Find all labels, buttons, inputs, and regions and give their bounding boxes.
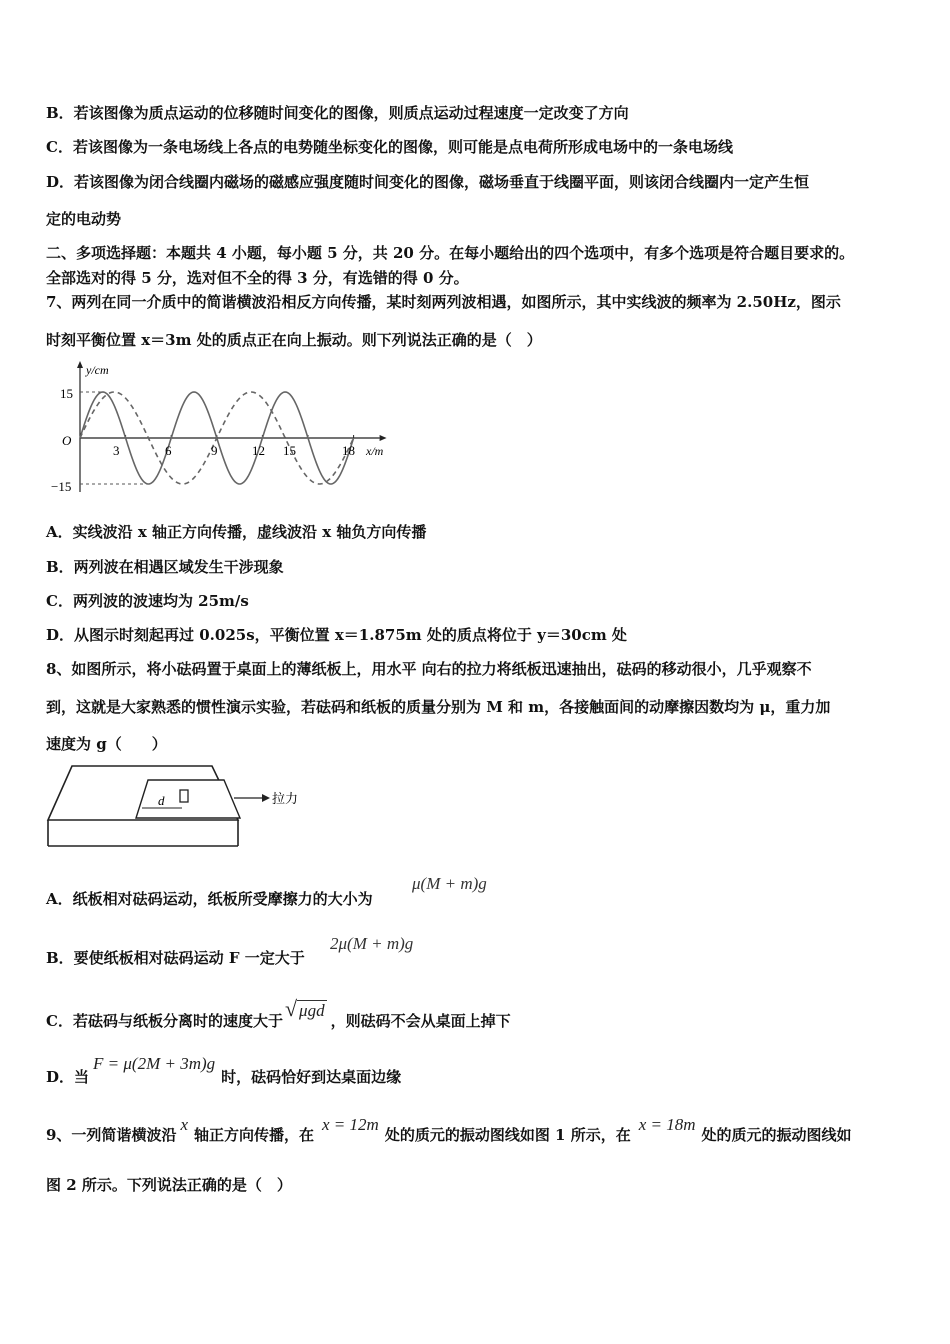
origin-label: O [62, 433, 72, 448]
x-tick-6: 6 [165, 443, 172, 458]
q6-option-b: B．若该图像为质点运动的位移随时间变化的图像，则质点运动过程速度一定改变了方向 [46, 104, 629, 122]
q8-stem-line1: 8、如图所示，将小砝码置于桌面上的薄纸板上，用水平 向右的拉力将纸板迅速抽出，砝码的移动很小，几乎观察不 [46, 660, 812, 678]
pull-arrow-head [262, 794, 270, 802]
wave-plot [77, 361, 387, 492]
section-header-line2: 全部选对的得 5 分，选对但不全的得 3 分，有选错的得 0 分。 [46, 269, 469, 287]
q8-option-a-formula: μ(M + m)g [412, 874, 487, 893]
q8-option-d-formula: F = μ(2M + 3m)g [93, 1054, 216, 1073]
q8-stem-line3: 速度为 g（ ） [46, 735, 167, 753]
inertia-figure [40, 760, 320, 852]
label-d: d [158, 793, 165, 808]
wave-figure [40, 358, 400, 498]
x-tick-12: 12 [252, 443, 265, 458]
sqrt-expression: √ μgd [284, 996, 325, 1021]
x-tick-9: 9 [211, 443, 218, 458]
y-axis-arrow [77, 361, 83, 368]
q7-option-d: D．从图示时刻起再过 0.025s，平衡位置 x＝1.875m 处的质点将位于 y＝30cm 处 [46, 626, 627, 644]
q7-stem-line1: 7、两列在同一介质中的简谐横波沿相反方向传播，某时刻两列波相遇，如图所示，其中实线波的频率为 2.50Hz，图示 [46, 293, 841, 311]
q8-option-b: B．要使纸板相对砝码运动 F 一定大于 [46, 949, 305, 967]
q9-stem-line1: 9、一列简谐横波沿x轴正方向传播，在x = 12m处的质元的振动图线如图 1 所示，在x = 18m处的质元的振动图线如 [46, 1115, 852, 1144]
y-tick-15: 15 [60, 386, 73, 401]
q8-option-a: A．纸板相对砝码运动，纸板所受摩擦力的大小为 [46, 890, 373, 908]
x-axis-label: x/m [366, 444, 384, 458]
q6-option-c: C．若该图像为一条电场线上各点的电势随坐标变化的图像，则可能是点电荷所形成电场中的一条电场线 [46, 138, 733, 156]
q6-option-d-line1: D．若该图像为闭合线圈内磁场的磁感应强度随时间变化的图像，磁场垂直于线圈平面，则该闭合线圈内一定产生恒 [46, 173, 810, 191]
q8-option-b-formula: 2μ(M + m)g [330, 934, 414, 953]
q7-option-a: A．实线波沿 x 轴正方向传播，虚线波沿 x 轴负方向传播 [46, 523, 427, 541]
q7-option-b: B．两列波在相遇区域发生干涉现象 [46, 558, 284, 576]
x-tick-15: 15 [283, 443, 296, 458]
x-tick-18: 18 [342, 443, 355, 458]
q8-stem-line2: 到，这就是大家熟悉的惯性演示实验，若砝码和纸板的质量分别为 M 和 m，各接触面间的动摩擦因数均为 μ，重力加 [46, 698, 831, 716]
q7-option-c: C．两列波的波速均为 25m/s [46, 592, 249, 610]
x-axis-arrow [380, 435, 387, 441]
q8-option-c: C．若砝码与纸板分离时的速度大于√ μgd，则砝码不会从桌面上掉下 [46, 996, 511, 1030]
y-tick-neg15: −15 [51, 479, 72, 494]
q9-stem-line2: 图 2 所示。下列说法正确的是（ ） [46, 1176, 292, 1194]
label-pull: 拉力 [272, 791, 299, 806]
q6-option-d-line2: 定的电动势 [46, 210, 122, 228]
q7-stem-line2: 时刻平衡位置 x＝3m 处的质点正在向上振动。则下列说法正确的是（ ） [46, 331, 542, 349]
x-tick-3: 3 [113, 443, 120, 458]
y-axis-label: y/cm [86, 363, 109, 377]
q8-option-d: D．当F = μ(2M + 3m)g时，砝码恰好到达桌面边缘 [46, 1054, 402, 1086]
section-header-line1: 二、多项选择题：本题共 4 小题，每小题 5 分，共 20 分。在每小题给出的四个选项中，有多个选项是符合题目要求的。 [46, 244, 855, 262]
weight-block [180, 790, 188, 802]
